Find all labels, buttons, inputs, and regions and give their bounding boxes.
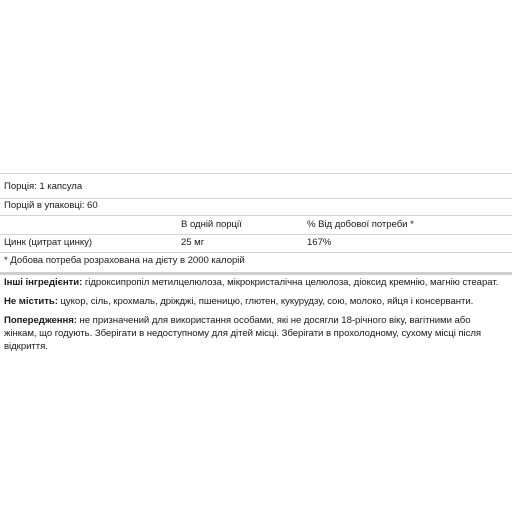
serving-size-row xyxy=(0,181,512,193)
divider xyxy=(0,198,512,199)
free-of-text: цукор, сіль, крохмаль, дріжджі, пшеницю, глютен, кукурудзу, сою, молоко, яйця і консерванти. xyxy=(57,296,474,307)
other-ingredients xyxy=(0,276,504,289)
footnote-row xyxy=(0,255,512,267)
nutrient-name: Цинк (цитрат цинку) xyxy=(4,237,93,248)
free-of-label: Не містить: xyxy=(4,296,58,307)
daily-value-footnote: * Добова потреба розрахована на дієту в 2000 калорій xyxy=(4,255,245,266)
warning-label: Попередження: xyxy=(4,315,77,326)
servings-per-container-row xyxy=(0,200,512,212)
free-of xyxy=(0,295,504,308)
nutrient-amount: 25 мг xyxy=(181,237,205,248)
divider xyxy=(0,234,512,235)
thick-divider xyxy=(0,272,512,275)
header-per-serving: В одній порції xyxy=(181,219,242,230)
divider xyxy=(0,173,512,174)
header-daily-value: % Від добової потреби * xyxy=(307,219,414,230)
divider xyxy=(0,215,512,216)
nutrient-daily-value: 167% xyxy=(307,237,332,248)
divider xyxy=(0,252,512,253)
table-row xyxy=(0,237,512,249)
warning-text: не призначений для використання особами, які не досягли 18-річного віку, вагітними або жінкам, що годують. Зберігати в недоступному для дітей місці. Зберігати в прохолодному, сухому місці після відкриття. xyxy=(4,315,482,352)
other-ingredients-text: гідроксипропіл метилцелюлоза, мікрокристалічна целюлоза, діоксид кремнію, магнію стеарат. xyxy=(82,277,499,288)
warning xyxy=(0,314,504,353)
servings-per-container: Порцій в упаковці: 60 xyxy=(4,200,98,211)
serving-size: Порція: 1 капсула xyxy=(4,181,83,192)
other-ingredients-label: Інші інгредієнти: xyxy=(4,277,83,288)
table-header-row xyxy=(0,219,512,231)
